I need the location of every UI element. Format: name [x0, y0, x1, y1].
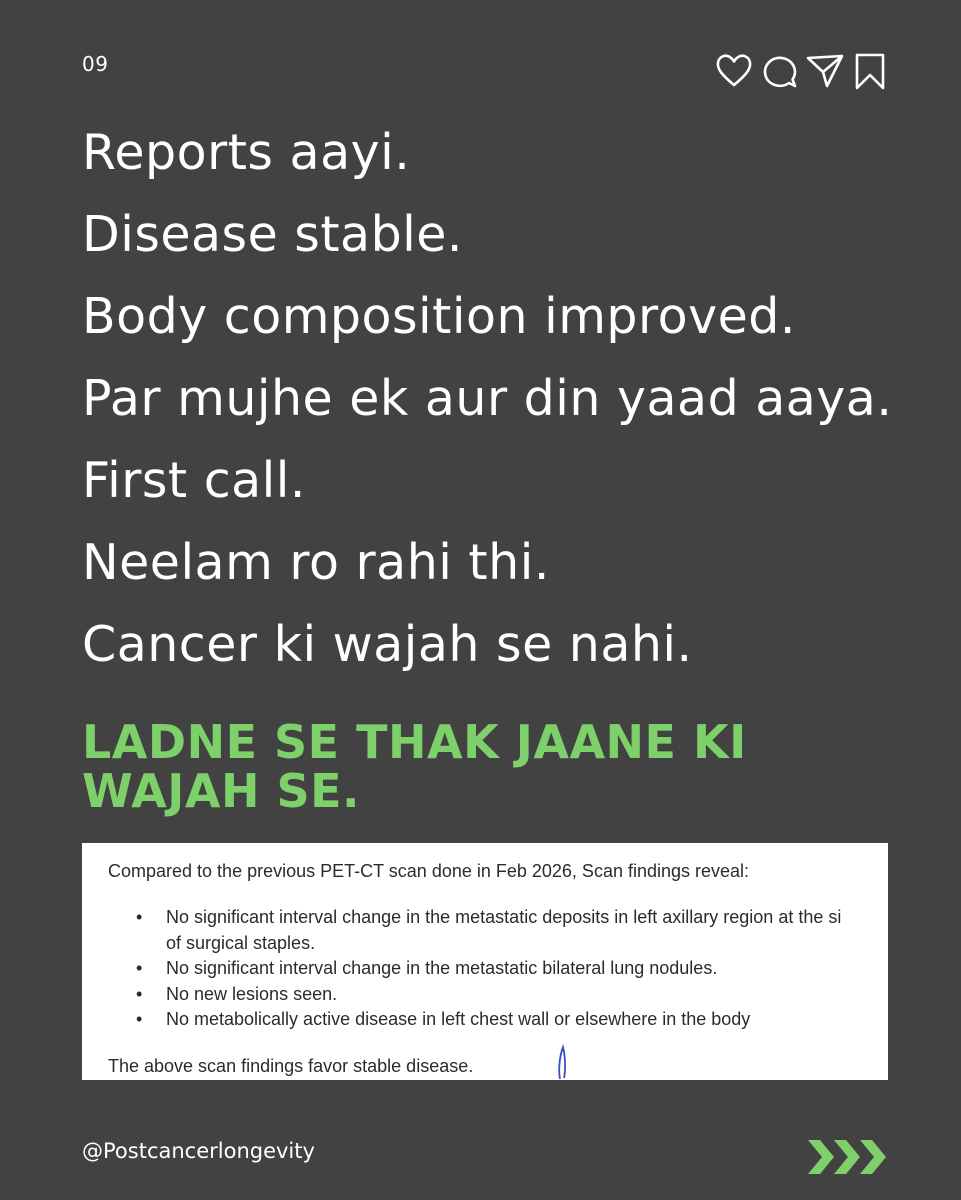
send-icon[interactable] [805, 51, 845, 91]
page-number: 09 [82, 52, 109, 76]
story-line: Reports aayi. [82, 124, 411, 181]
author-handle[interactable]: @Postcancerlongevity [82, 1139, 315, 1163]
report-finding-continuation [132, 931, 888, 957]
report-findings [132, 905, 888, 1033]
report-intro: Compared to the previous PET-CT scan done in Feb 2026, Scan findings reveal: [108, 861, 750, 881]
report-finding [132, 905, 888, 931]
story-line: Neelam ro rahi thi. [82, 534, 550, 591]
pen-mark-icon [552, 1041, 574, 1080]
report-finding-text: No significant interval change in the metastatic bilateral lung nodules. [166, 958, 718, 978]
report-finding-text: No metabolically active disease in left chest wall or elsewhere in the body [166, 1009, 751, 1029]
report-finding [132, 982, 888, 1008]
report-conclusion: The above scan findings favor stable disease. [108, 1056, 474, 1076]
comment-icon[interactable] [759, 51, 799, 91]
report-finding [132, 956, 888, 982]
story-line: Body composition improved. [82, 288, 796, 345]
post-action-bar [714, 50, 890, 92]
story-line: First call. [82, 452, 306, 509]
report-excerpt-image [82, 843, 888, 1080]
story-lines [82, 112, 912, 686]
story-line: Disease stable. [82, 206, 464, 263]
report-finding-text: of surgical staples. [166, 932, 316, 953]
story-line: Par mujhe ek aur din yaad aaya. [82, 370, 893, 427]
report-finding [132, 1007, 888, 1033]
report-finding-text: No significant interval change in the metastatic deposits in left axillary region at the si [166, 907, 842, 927]
story-line: Cancer ki wajah se nahi. [82, 616, 693, 673]
emphasis-heading: LADNE SE THAK JAANE KI WAJAH SE. [82, 715, 747, 818]
bookmark-icon[interactable] [850, 51, 890, 91]
bullet-icon: • [136, 907, 143, 927]
bullet-icon: • [136, 983, 143, 1004]
bullet-icon: • [136, 1009, 143, 1029]
bullet-icon: • [136, 958, 143, 978]
next-chevrons-icon[interactable] [806, 1136, 890, 1178]
heart-icon[interactable] [714, 51, 754, 91]
report-finding-text: No new lesions seen. [166, 983, 338, 1004]
